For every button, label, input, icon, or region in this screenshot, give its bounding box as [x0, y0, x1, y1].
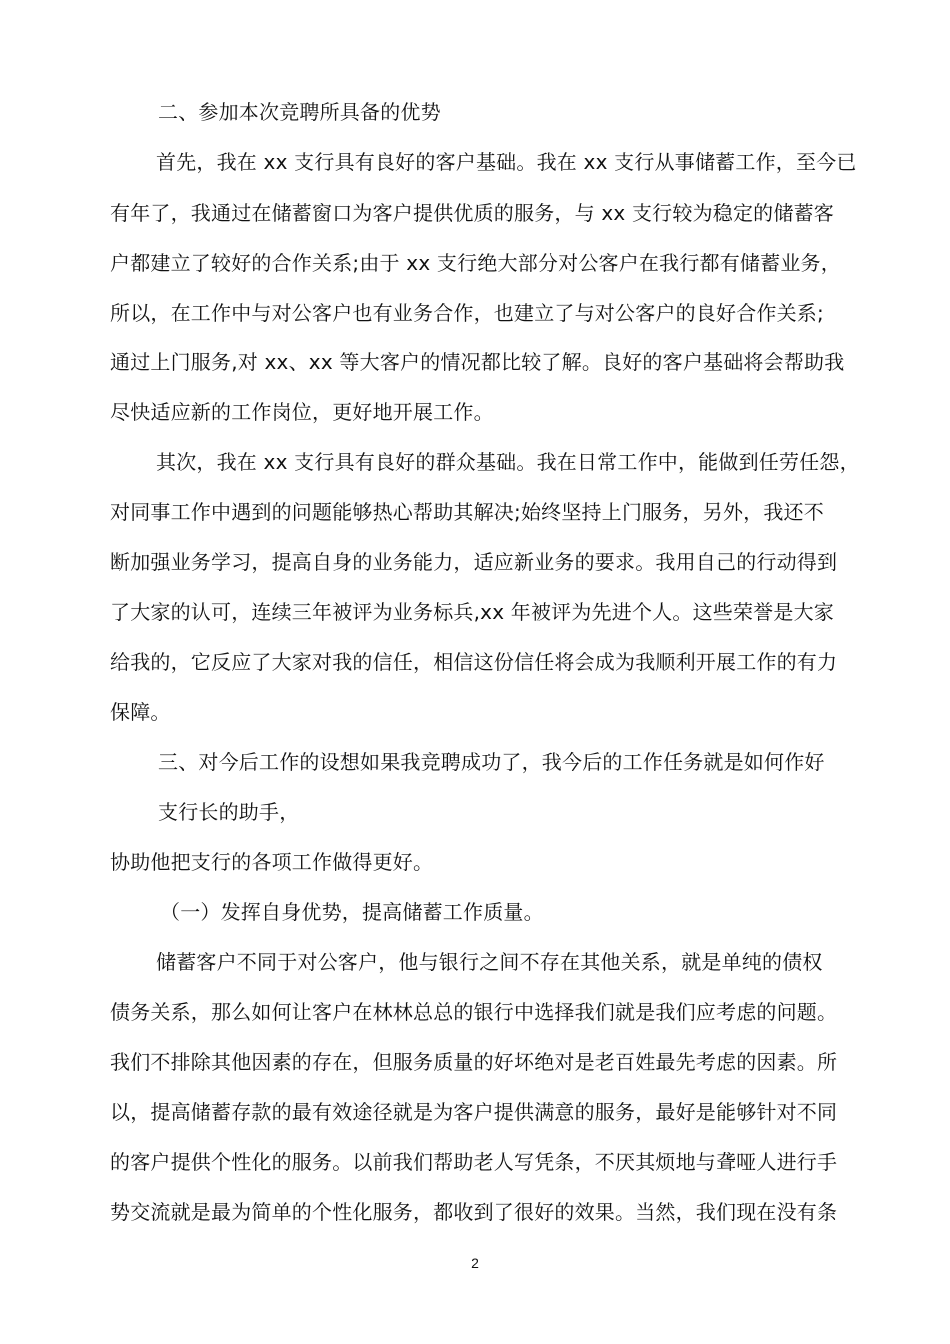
paragraph-line: 协助他把支行的各项工作做得更好。	[110, 850, 434, 874]
paragraph-line: 保障。	[110, 700, 171, 724]
paragraph-line: 通过上门服务,对 xx、xx 等大客户的情况都比较了解。良好的客户基础将会帮助我	[110, 350, 845, 374]
paragraph-line: 其次，我在 xx 支行具有良好的群众基础。我在日常工作中，能做到任劳任怨，	[156, 450, 860, 474]
paragraph-line: 所以，在工作中与对公客户也有业务合作，也建立了与对公客户的良好合作关系;	[110, 301, 824, 325]
paragraph-line: 债务关系，那么如何让客户在林林总总的银行中选择我们就是我们应考虑的问题。	[110, 1000, 838, 1024]
paragraph-line: 的客户提供个性化的服务。以前我们帮助老人写凭条，不厌其烦地与聋哑人进行手	[110, 1150, 838, 1174]
paragraph-line: 支行长的助手，	[158, 800, 300, 824]
paragraph-line: 有年了，我通过在储蓄窗口为客户提供优质的服务，与 xx 支行较为稳定的储蓄客	[110, 201, 834, 225]
subsection-heading: （一）发挥自身优势，提高储蓄工作质量。	[160, 900, 544, 924]
section-heading-plans: 三、对今后工作的设想如果我竞聘成功了，我今后的工作任务就是如何作好	[158, 750, 825, 774]
paragraph-line: 户都建立了较好的合作关系;由于 xx 支行绝大部分对公客户在我行都有储蓄业务，	[110, 251, 841, 275]
paragraph-line: 尽快适应新的工作岗位，更好地开展工作。	[110, 400, 494, 424]
paragraph-line: 对同事工作中遇到的问题能够热心帮助其解决;始终坚持上门服务，另外，我还不	[110, 500, 824, 524]
paragraph-line: 势交流就是最为简单的个性化服务，都收到了很好的效果。当然，我们现在没有条	[110, 1200, 838, 1224]
paragraph-line: 以，提高储蓄存款的最有效途径就是为客户提供满意的服务，最好是能够针对不同	[110, 1100, 838, 1124]
paragraph-line: 储蓄客户不同于对公客户，他与银行之间不存在其他关系，就是单纯的债权	[156, 950, 823, 974]
paragraph-line: 了大家的认可，连续三年被评为业务标兵,xx 年被评为先进个人。这些荣誉是大家	[110, 600, 834, 624]
paragraph-line: 我们不排除其他因素的存在，但服务质量的好坏绝对是老百姓最先考虑的因素。所	[110, 1050, 838, 1074]
page-number: 2	[471, 1255, 479, 1271]
section-heading-advantages: 二、参加本次竞聘所具备的优势	[158, 100, 441, 124]
paragraph-line: 给我的，它反应了大家对我的信任，相信这份信任将会成为我顺利开展工作的有力	[110, 650, 838, 674]
paragraph-line: 首先，我在 xx 支行具有良好的客户基础。我在 xx 支行从事储蓄工作，至今已	[156, 150, 857, 174]
paragraph-line: 断加强业务学习，提高自身的业务能力，适应新业务的要求。我用自己的行动得到	[110, 550, 838, 574]
